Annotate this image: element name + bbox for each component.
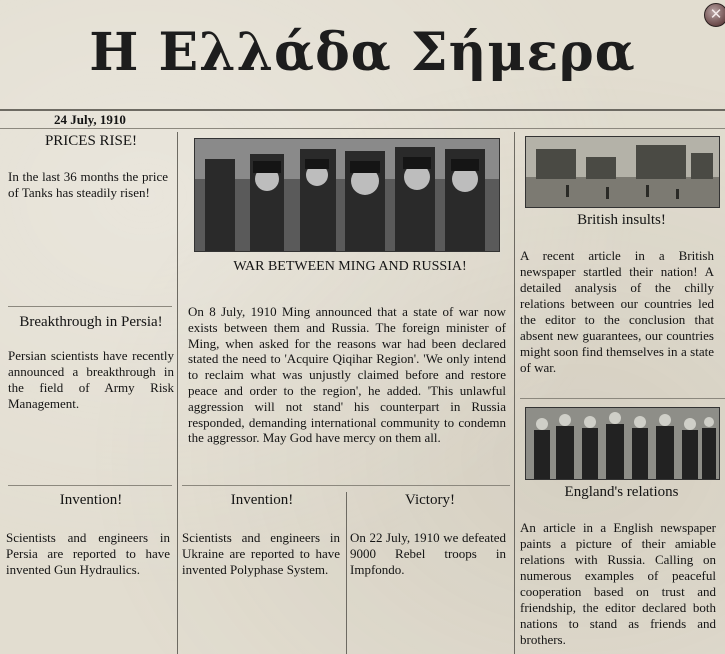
british-photo: [525, 136, 720, 208]
street-scene-image-icon: [526, 137, 719, 207]
masthead-rule: [0, 109, 725, 111]
column-divider-left: [177, 132, 178, 654]
article-invention-persia: Scientists and engineers in Persia are reported to have invented Gun Hydraulics.: [6, 530, 170, 577]
article-invention-ukraine: Scientists and engineers in Ukraine are reported to have invented Polyphase System.: [182, 530, 340, 577]
soldiers-image-icon: [195, 139, 499, 251]
england-photo: [525, 407, 720, 480]
war-photo: [194, 138, 500, 252]
date-rule: [0, 128, 725, 129]
headline-invention-ukraine: Invention!: [230, 492, 294, 508]
right-rule: [520, 398, 725, 399]
newspaper-title: Η Ελλάδα Σήμερα: [89, 22, 636, 83]
column-divider-bottom: [346, 492, 347, 654]
article-victory: On 22 July, 1910 we defeated 9000 Rebel troops in Impfondo.: [350, 530, 506, 577]
headline-british-insults: British insults!: [577, 212, 666, 228]
article-breakthrough: Persian scientists have recently announced a breakthrough in the field of Army Risk Management.: [8, 348, 174, 411]
headline-victory: Victory!: [405, 492, 455, 508]
left-rule-2: [8, 485, 172, 486]
close-button[interactable]: [704, 3, 725, 27]
left-rule-1: [8, 306, 172, 307]
close-icon: ✕: [709, 5, 723, 23]
column-divider-right: [514, 132, 515, 654]
article-prices: In the last 36 months the price of Tanks has steadily risen!: [8, 169, 168, 200]
crowd-image-icon: [526, 408, 719, 479]
article-england-relations: An article in a English newspaper paints a picture of their amiable relations with Russia. Calling on numerous examples of peaceful cooperation based on trust and friendship, the editor declared both nations to stand as friends and brothers.: [520, 520, 716, 647]
headline-england-relations: England's relations: [564, 484, 679, 500]
headline-invention-persia: Invention!: [59, 492, 123, 508]
article-british-insults: A recent article in a British newspaper startled their nation! A detailed analysis of the chilly relations between our countries led the editor to the conclusion that absent new guarantees, our countries might soon find themselves in a state of war.: [520, 248, 714, 375]
issue-date: 24 July, 1910: [54, 112, 126, 127]
headline-war: WAR BETWEEN MING AND RUSSIA!: [233, 259, 467, 274]
headline-prices: PRICES RISE!: [44, 133, 138, 149]
headline-breakthrough: Breakthrough in Persia!: [19, 314, 163, 330]
center-rule: [182, 485, 510, 486]
article-war: On 8 July, 1910 Ming announced that a state of war now exists between them and Russia. The foreign minister of Ming, when asked for the reasons war had been declared stated the need to 'Acquire Qiqihar Region'. 'We only intend to reclaim what was unjustly claimed before and restore peace and order to the region', he added. 'This unlawful aggression will not stand' his counterpart in Russia responded, demanding international community to condemn the aggressor. May God have mercy on them all.: [188, 304, 506, 446]
